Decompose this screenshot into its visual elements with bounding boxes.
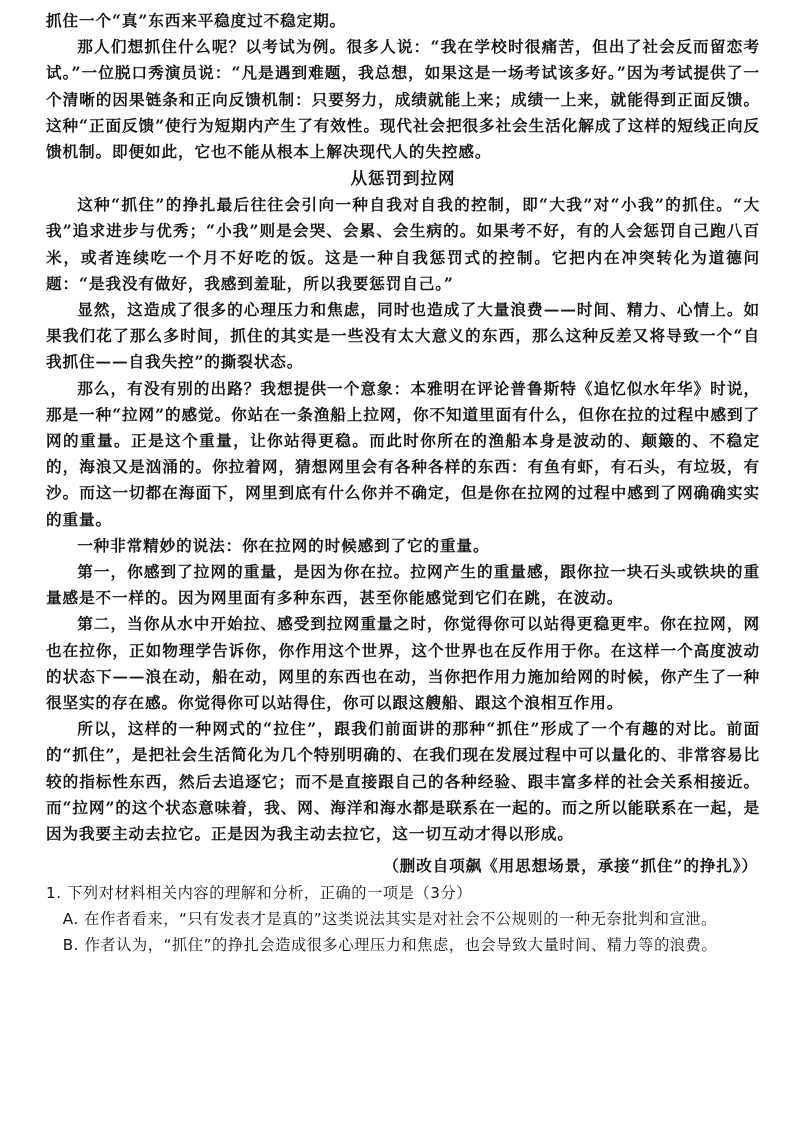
passage-paragraph-7: 第二，当你从水中开始拉、感受到拉网重量之时，你觉得你可以站得更稳更牢。你在拉网，网也在拉你，正如物理学告诉你，你作用这个世界，这个世界也在反作用于你。在这样一个高度波动的状态下——浪在动，船在动，网里的东西也在动，当你把作用力施加给网的时候，你产生了一种很坚实的存在感。你觉得你可以站得住，你可以跟这艘船、跟这个浪相互作用。 bbox=[46, 614, 760, 713]
passage-paragraph-2: 这种“抓住”的挣扎最后往往会引向一种自我对自我的控制，即“大我”对“小我”的抓住。“大我”追求进步与优秀；“小我”则是会哭、会累、会生病的。如果考不好，有的人会惩罚自己跑八百米，或者连续吃一个月不好吃的饭。这是一种自我惩罚式的控制。它把内在冲突转化为道德问题：“是我没有做好，我感到羞耻，所以我要惩罚自己。” bbox=[46, 195, 760, 293]
source-citation: （删改自项飙《用思想场景，承接“抓住”的挣扎》） bbox=[383, 856, 758, 876]
passage-paragraph-1: 那人们想抓住什么呢？以考试为例。很多人说：“我在学校时很痛苦，但出了社会反而留恋考试。”一位脱口秀演员说：“凡是遇到难题，我总想，如果这是一场考试该多好。”因为考试提供了一个清晰的因果链条和正向反馈机制：只要努力，成绩就能上来；成绩一上来，就能得到正面反馈。这种“正面反馈”使行为短期内产生了有效性。现代社会把很多社会生活化解成了这样的短线正向反馈机制。即便如此，它也不能从根本上解决现代人的失控感。 bbox=[46, 37, 760, 162]
passage-paragraph-0: 抓住一个“真”东西来平稳度过不稳定期。 bbox=[46, 11, 347, 30]
question-stem: 1. 下列对材料相关内容的理解和分析，正确的一项是（3分） bbox=[46, 883, 473, 902]
passage-paragraph-6: 第一，你感到了拉网的重量，是因为你在拉。拉网产生的重量感，跟你拉一块石头或铁块的重量感是不一样的。因为网里面有多种东西，甚至你能感觉到它们在跳，在波动。 bbox=[46, 562, 760, 608]
passage-paragraph-5: 一种非常精妙的说法：你在拉网的时候感到了它的重量。 bbox=[77, 535, 490, 555]
passage-paragraph-4: 那么，有没有别的出路？我想提供一个意象：本雅明在评论普鲁斯特《追忆似水年华》时说，那是一种“拉网”的感觉。你站在一条渔船上拉网，你不知道里面有什么，但你在拉的过程中感到了网的重量。正是这个重量，让你站得更稳。而此时你所在的渔船本身是波动的、颠簸的、不稳定的，海浪又是汹涌的。你拉着网，猜想网里会有各种各样的东西：有鱼有虾，有石头，有垃圾，有沙。而这一切都在海面下，网里到底有什么你并不确定，但是你在拉网的过程中感到了网确确实实的重量。 bbox=[46, 378, 760, 529]
option-b: B. 作者认为，“抓住”的挣扎会造成很多心理压力和焦虑，也会导致大量时间、精力等的浪费。 bbox=[62, 935, 718, 954]
passage-paragraph-8: 所以，这样的一种网式的“拉住”，跟我们前面讲的那种“抓住”形成了一个有趣的对比。前面的“抓住”，是把社会生活简化为几个特别明确的、在我们现在发展过程中可以量化的、非常容易比较的指标性东西，然后去追逐它；而不是直接跟自己的各种经验、跟丰富多样的社会关系相接近。而“拉网”的这个状态意味着，我、网、海洋和海水都是联系在一起的。而之所以能联系在一起，是因为我要主动去拉它。正是因为我主动去拉它，这一切互动才得以形成。 bbox=[46, 719, 760, 844]
option-a: A. 在作者看来，“只有发表才是真的”这类说法其实是对社会不公规则的一种无奈批判和宣泄。 bbox=[62, 909, 717, 928]
passage-paragraph-3: 显然，这造成了很多的心理压力和焦虑，同时也造成了大量浪费——时间、精力、心情上。如果我们花了那么多时间，抓住的其实是一些没有太大意义的东西，那么这种反差又将导致一个“自我抓住——自我失控”的撕裂状态。 bbox=[46, 300, 760, 372]
section-title: 从惩罚到拉网 bbox=[350, 169, 456, 189]
